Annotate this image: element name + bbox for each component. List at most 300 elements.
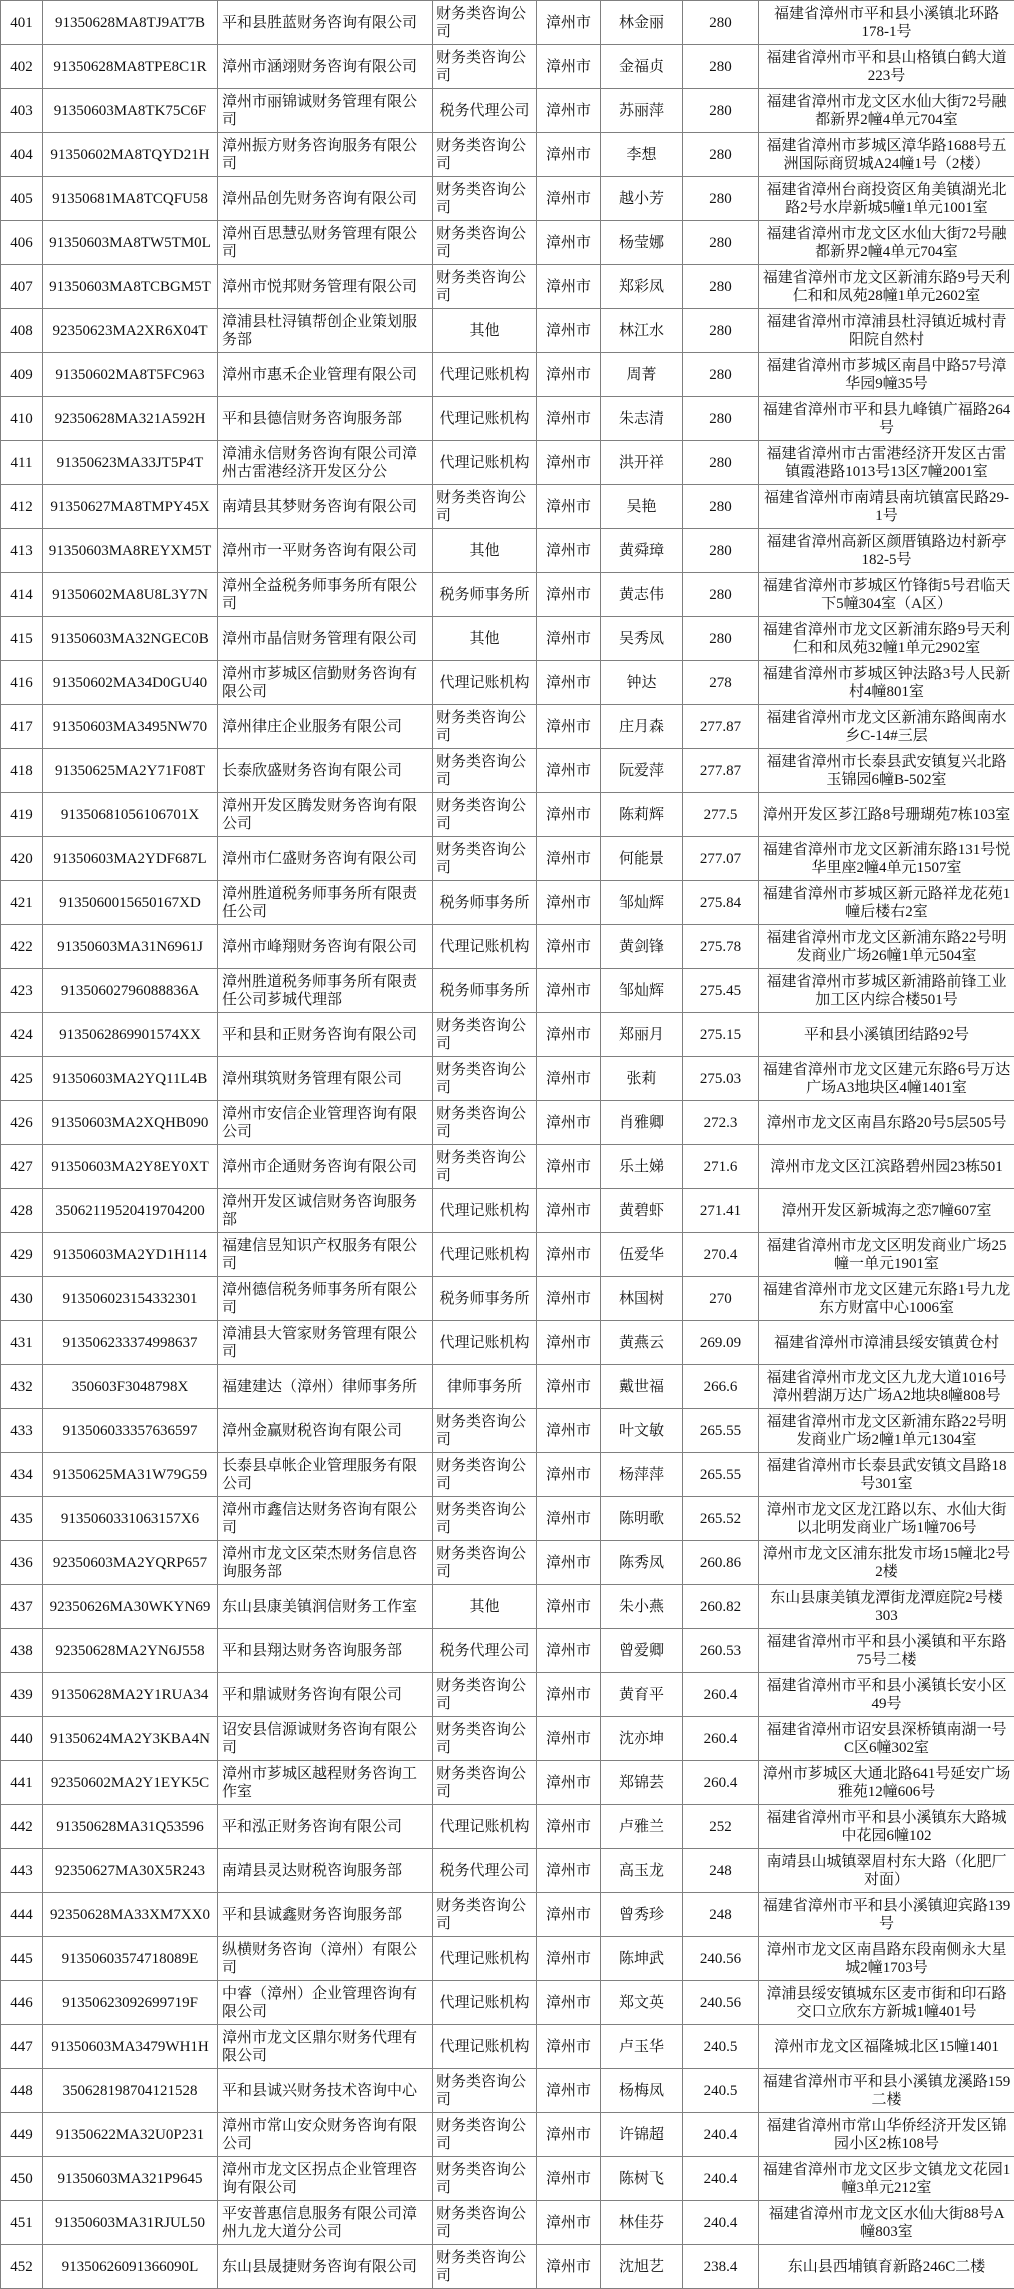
company-name-cell: 平和县德信财务咨询服务部 xyxy=(218,397,433,441)
row-number-cell: 415 xyxy=(1,617,43,661)
category-cell xyxy=(433,397,537,441)
row-number-cell: 434 xyxy=(1,1453,43,1497)
score-cell: 275.84 xyxy=(683,881,759,925)
city-cell: 漳州市 xyxy=(537,353,601,397)
credit-code-cell: 91350626091366090L xyxy=(43,2245,218,2289)
table-row xyxy=(1,1189,1014,1233)
row-number-cell: 437 xyxy=(1,1585,43,1629)
score-cell: 269.09 xyxy=(683,1321,759,1365)
contact-person-cell: 曾爱卿 xyxy=(601,1629,683,1673)
score-cell: 280 xyxy=(683,265,759,309)
credit-code-cell: 92350626MA30WKYN69 xyxy=(43,1585,218,1629)
contact-person-cell: 郑丽月 xyxy=(601,1013,683,1057)
credit-code-cell: 91350625MA2Y71F08T xyxy=(43,749,218,793)
contact-person-cell: 郑文英 xyxy=(601,1981,683,2025)
address-cell: 福建省漳州市龙文区明发商业广场25幢一单元1901室 xyxy=(759,1233,1014,1277)
score-cell: 265.55 xyxy=(683,1409,759,1453)
credit-code-cell: 91350603MA31N6961J xyxy=(43,925,218,969)
row-number-cell: 425 xyxy=(1,1057,43,1101)
credit-code-cell: 91350602796088836A xyxy=(43,969,218,1013)
row-number-cell: 441 xyxy=(1,1761,43,1805)
contact-person-cell: 陈莉辉 xyxy=(601,793,683,837)
category-cell xyxy=(433,221,537,265)
contact-person-cell: 庄月森 xyxy=(601,705,683,749)
city-cell: 漳州市 xyxy=(537,793,601,837)
table-row xyxy=(1,89,1014,133)
category-cell xyxy=(433,441,537,485)
table-row xyxy=(1,1277,1014,1321)
row-number-cell: 424 xyxy=(1,1013,43,1057)
company-name-cell: 漳州市一平财务咨询有限公司 xyxy=(218,529,433,573)
city-cell: 漳州市 xyxy=(537,1761,601,1805)
credit-code-cell: 91350623MA33JT5P4T xyxy=(43,441,218,485)
company-name-cell: 长泰欣盛财务咨询有限公司 xyxy=(218,749,433,793)
contact-person-cell: 李想 xyxy=(601,133,683,177)
credit-code-cell: 91350603MA32NGEC0B xyxy=(43,617,218,661)
score-cell: 248 xyxy=(683,1893,759,1937)
score-cell: 275.45 xyxy=(683,969,759,1013)
row-number-cell: 408 xyxy=(1,309,43,353)
score-cell: 280 xyxy=(683,397,759,441)
city-cell: 漳州市 xyxy=(537,1013,601,1057)
table-row xyxy=(1,837,1014,881)
company-name-cell: 漳州市悦邦财务管理有限公司 xyxy=(218,265,433,309)
address-cell: 福建省漳州市平和县小溪镇迎宾路139号 xyxy=(759,1893,1014,1937)
table-row xyxy=(1,925,1014,969)
address-cell: 福建省漳州市芗城区漳华路1688号五洲国际商贸城A24幢1号（2楼） xyxy=(759,133,1014,177)
company-name-cell: 漳州振方财务咨询服务有限公司 xyxy=(218,133,433,177)
row-number-cell: 410 xyxy=(1,397,43,441)
city-cell: 漳州市 xyxy=(537,397,601,441)
score-cell: 260.86 xyxy=(683,1541,759,1585)
table-row xyxy=(1,793,1014,837)
contact-person-cell: 杨梅凤 xyxy=(601,2069,683,2113)
category-text: 财务类咨询公司 xyxy=(436,797,527,832)
row-number-cell: 413 xyxy=(1,529,43,573)
row-number-cell: 422 xyxy=(1,925,43,969)
company-name-cell: 福建建达（漳州）律师事务所 xyxy=(218,1365,433,1409)
city-cell: 漳州市 xyxy=(537,1101,601,1145)
contact-person-cell: 戴世福 xyxy=(601,1365,683,1409)
address-cell: 漳州市龙文区南昌路东段南侧永大星城2幢1703号 xyxy=(759,1937,1014,1981)
city-cell: 漳州市 xyxy=(537,1145,601,1189)
category-cell xyxy=(433,2025,537,2069)
address-cell: 漳州市龙文区江滨路碧州园23栋501 xyxy=(759,1145,1014,1189)
city-cell: 漳州市 xyxy=(537,177,601,221)
score-cell: 260.4 xyxy=(683,1761,759,1805)
credit-code-cell: 91350681MA8TCQFU58 xyxy=(43,177,218,221)
row-number-cell: 428 xyxy=(1,1189,43,1233)
table-row xyxy=(1,441,1014,485)
table-row xyxy=(1,45,1014,89)
city-cell: 漳州市 xyxy=(537,441,601,485)
credit-code-cell: 91350628MA2Y1RUA34 xyxy=(43,1673,218,1717)
category-cell xyxy=(433,1453,537,1497)
contact-person-cell: 朱志清 xyxy=(601,397,683,441)
table-row xyxy=(1,1365,1014,1409)
category-text: 财务类咨询公司 xyxy=(436,181,527,216)
address-cell: 东山县西埔镇育新路246C二楼 xyxy=(759,2245,1014,2289)
contact-person-cell: 林国树 xyxy=(601,1277,683,1321)
row-number-cell: 403 xyxy=(1,89,43,133)
row-number-cell: 450 xyxy=(1,2157,43,2201)
row-number-cell: 407 xyxy=(1,265,43,309)
address-cell: 福建省漳州市龙文区新浦东路131号悦华里座2幢4单元1507室 xyxy=(759,837,1014,881)
table-row xyxy=(1,1981,1014,2025)
credit-code-cell: 91350603MA2YDF687L xyxy=(43,837,218,881)
category-text: 财务类咨询公司 xyxy=(436,489,527,524)
contact-person-cell: 杨莹娜 xyxy=(601,221,683,265)
credit-code-cell: 350603F3048798X xyxy=(43,1365,218,1409)
company-name-cell: 漳州德信税务师事务所有限公司 xyxy=(218,1277,433,1321)
company-name-cell: 福建信昱知识产权服务有限公司 xyxy=(218,1233,433,1277)
table-row xyxy=(1,1585,1014,1629)
contact-person-cell: 曾秀珍 xyxy=(601,1893,683,1937)
contact-person-cell: 越小芳 xyxy=(601,177,683,221)
category-cell xyxy=(433,1629,537,1673)
city-cell: 漳州市 xyxy=(537,1629,601,1673)
company-name-cell: 漳浦县大管家财务管理有限公司 xyxy=(218,1321,433,1365)
credit-code-cell: 91350622MA32U0P231 xyxy=(43,2113,218,2157)
company-name-cell: 平和县翔达财务咨询服务部 xyxy=(218,1629,433,1673)
address-cell: 福建省漳州市长泰县武安镇复兴北路玉锦园6幢B-502室 xyxy=(759,749,1014,793)
company-name-cell: 漳州市仁盛财务咨询有限公司 xyxy=(218,837,433,881)
row-number-cell: 416 xyxy=(1,661,43,705)
company-name-cell: 纵横财务咨询（漳州）有限公司 xyxy=(218,1937,433,1981)
address-cell: 福建省漳州市漳浦县绥安镇黄仓村 xyxy=(759,1321,1014,1365)
row-number-cell: 451 xyxy=(1,2201,43,2245)
category-text: 代理记账机构 xyxy=(439,410,530,427)
category-cell xyxy=(433,1937,537,1981)
address-cell: 漳州市龙文区龙江路以东、水仙大街以北明发商业广场1幢706号 xyxy=(759,1497,1014,1541)
category-text: 其他 xyxy=(469,1598,500,1615)
row-number-cell: 435 xyxy=(1,1497,43,1541)
score-cell: 260.4 xyxy=(683,1673,759,1717)
address-cell: 福建省漳州市龙文区水仙大街72号融都新界2幢4单元704室 xyxy=(759,89,1014,133)
credit-code-cell: 91350602MA8T5FC963 xyxy=(43,353,218,397)
address-cell: 福建省漳州市南靖县南坑镇富民路29-1号 xyxy=(759,485,1014,529)
address-cell: 福建省漳州市龙文区九龙大道1016号漳州碧湖万达广场A2地块8幢808号 xyxy=(759,1365,1014,1409)
table-row xyxy=(1,1629,1014,1673)
contact-person-cell: 金福贞 xyxy=(601,45,683,89)
row-number-cell: 443 xyxy=(1,1849,43,1893)
table-row xyxy=(1,1849,1014,1893)
city-cell: 漳州市 xyxy=(537,2069,601,2113)
category-cell xyxy=(433,1717,537,1761)
company-name-cell: 漳州胜道税务师事务所有限责任公司 xyxy=(218,881,433,925)
city-cell: 漳州市 xyxy=(537,221,601,265)
category-cell xyxy=(433,1849,537,1893)
row-number-cell: 429 xyxy=(1,1233,43,1277)
category-cell xyxy=(433,1189,537,1233)
row-number-cell: 419 xyxy=(1,793,43,837)
category-cell xyxy=(433,1409,537,1453)
address-cell: 福建省漳州市长泰县武安镇文昌路18号301室 xyxy=(759,1453,1014,1497)
credit-code-cell: 91350681056106701X xyxy=(43,793,218,837)
credit-code-cell: 91350628MA8TJ9AT7B xyxy=(43,1,218,45)
address-cell: 福建省漳州市芗城区南昌中路57号漳华园9幢35号 xyxy=(759,353,1014,397)
category-text: 代理记账机构 xyxy=(439,674,530,691)
category-text: 代理记账机构 xyxy=(439,454,530,471)
credit-code-cell: 91350603MA2YD1H114 xyxy=(43,1233,218,1277)
city-cell: 漳州市 xyxy=(537,749,601,793)
category-text: 财务类咨询公司 xyxy=(436,1149,527,1184)
city-cell: 漳州市 xyxy=(537,2201,601,2245)
contact-person-cell: 沈亦坤 xyxy=(601,1717,683,1761)
contact-person-cell: 何能景 xyxy=(601,837,683,881)
credit-code-cell: 92350627MA30X5R243 xyxy=(43,1849,218,1893)
company-name-cell: 漳州全益税务师事务所有限公司 xyxy=(218,573,433,617)
score-cell: 260.53 xyxy=(683,1629,759,1673)
credit-code-cell: 91350603MA8TW5TM0L xyxy=(43,221,218,265)
contact-person-cell: 肖雅卿 xyxy=(601,1101,683,1145)
credit-code-cell: 91350627MA8TMPY45X xyxy=(43,485,218,529)
address-cell: 福建省漳州市龙文区水仙大街72号融都新界2幢4单元704室 xyxy=(759,221,1014,265)
credit-code-cell: 91350602MA8TQYD21H xyxy=(43,133,218,177)
row-number-cell: 421 xyxy=(1,881,43,925)
credit-code-cell: 92350628MA321A592H xyxy=(43,397,218,441)
credit-code-cell: 91350603MA2XQHB090 xyxy=(43,1101,218,1145)
credit-code-cell: 91350603574718089E xyxy=(43,1937,218,1981)
category-text: 代理记账机构 xyxy=(439,1994,530,2011)
table-row xyxy=(1,1937,1014,1981)
category-cell xyxy=(433,1277,537,1321)
contact-person-cell: 卢玉华 xyxy=(601,2025,683,2069)
category-text: 代理记账机构 xyxy=(439,1818,530,1835)
row-number-cell: 430 xyxy=(1,1277,43,1321)
address-cell: 福建省漳州市龙文区新浦东路9号天利仁和和凤苑28幢1单元2602室 xyxy=(759,265,1014,309)
address-cell: 南靖县山城镇翠眉村东大路（化肥厂对面） xyxy=(759,1849,1014,1893)
company-name-cell: 漳州律庄企业服务有限公司 xyxy=(218,705,433,749)
contact-person-cell: 黄舜璋 xyxy=(601,529,683,573)
company-name-cell: 诏安县信源诚财务咨询有限公司 xyxy=(218,1717,433,1761)
address-cell: 福建省漳州市龙文区步文镇龙文花园1幢3单元212室 xyxy=(759,2157,1014,2201)
company-name-cell: 长泰县卓帐企业管理服务有限公司 xyxy=(218,1453,433,1497)
city-cell: 漳州市 xyxy=(537,2113,601,2157)
city-cell: 漳州市 xyxy=(537,2157,601,2201)
table-row xyxy=(1,749,1014,793)
category-cell xyxy=(433,1321,537,1365)
score-cell: 275.15 xyxy=(683,1013,759,1057)
address-cell: 福建省漳州市芗城区钟法路3号人民新村4幢801室 xyxy=(759,661,1014,705)
row-number-cell: 426 xyxy=(1,1101,43,1145)
table-row xyxy=(1,2245,1014,2289)
table-row xyxy=(1,881,1014,925)
table-row xyxy=(1,1101,1014,1145)
city-cell: 漳州市 xyxy=(537,45,601,89)
address-cell: 福建省漳州市龙文区新浦东路9号天利仁和和凤苑32幢1单元2902室 xyxy=(759,617,1014,661)
credit-code-cell: 9135060331063157X6 xyxy=(43,1497,218,1541)
row-number-cell: 409 xyxy=(1,353,43,397)
score-cell: 280 xyxy=(683,309,759,353)
city-cell: 漳州市 xyxy=(537,1497,601,1541)
contact-person-cell: 高玉龙 xyxy=(601,1849,683,1893)
table-row xyxy=(1,1321,1014,1365)
score-cell: 280 xyxy=(683,133,759,177)
category-cell xyxy=(433,2069,537,2113)
address-cell: 福建省漳州市常山华侨经济开发区锦园小区2栋108号 xyxy=(759,2113,1014,2157)
category-text: 财务类咨询公司 xyxy=(436,1677,527,1712)
address-cell: 福建省漳州市龙文区建元东路1号九龙东方财富中心1006室 xyxy=(759,1277,1014,1321)
score-cell: 240.4 xyxy=(683,2113,759,2157)
city-cell: 漳州市 xyxy=(537,705,601,749)
row-number-cell: 417 xyxy=(1,705,43,749)
category-text: 税务师事务所 xyxy=(439,586,530,603)
table-row xyxy=(1,177,1014,221)
city-cell: 漳州市 xyxy=(537,573,601,617)
row-number-cell: 406 xyxy=(1,221,43,265)
category-text: 财务类咨询公司 xyxy=(436,2205,527,2240)
city-cell: 漳州市 xyxy=(537,2025,601,2069)
row-number-cell: 445 xyxy=(1,1937,43,1981)
category-text: 税务师事务所 xyxy=(439,1290,530,1307)
credit-code-cell: 92350628MA2YN6J558 xyxy=(43,1629,218,1673)
category-cell xyxy=(433,1805,537,1849)
category-text: 财务类咨询公司 xyxy=(436,709,527,744)
address-cell: 漳州市芗城区大通北路641号延安广场雅苑12幢606号 xyxy=(759,1761,1014,1805)
row-number-cell: 431 xyxy=(1,1321,43,1365)
row-number-cell: 402 xyxy=(1,45,43,89)
score-cell: 280 xyxy=(683,1,759,45)
row-number-cell: 433 xyxy=(1,1409,43,1453)
category-text: 财务类咨询公司 xyxy=(436,1413,527,1448)
company-name-cell: 漳州市惠禾企业管理有限公司 xyxy=(218,353,433,397)
contact-person-cell: 邹灿辉 xyxy=(601,969,683,1013)
category-cell xyxy=(433,89,537,133)
row-number-cell: 447 xyxy=(1,2025,43,2069)
score-cell: 238.4 xyxy=(683,2245,759,2289)
city-cell: 漳州市 xyxy=(537,617,601,661)
row-number-cell: 423 xyxy=(1,969,43,1013)
score-cell: 265.55 xyxy=(683,1453,759,1497)
table-row xyxy=(1,1893,1014,1937)
category-text: 财务类咨询公司 xyxy=(436,2249,527,2284)
score-cell: 280 xyxy=(683,221,759,265)
score-cell: 277.5 xyxy=(683,793,759,837)
company-name-cell: 漳州市常山安众财务咨询有限公司 xyxy=(218,2113,433,2157)
city-cell: 漳州市 xyxy=(537,1717,601,1761)
company-name-cell: 平安普惠信息服务有限公司漳州九龙大道分公司 xyxy=(218,2201,433,2245)
credit-code-cell: 91350603MA8TK75C6F xyxy=(43,89,218,133)
city-cell: 漳州市 xyxy=(537,1541,601,1585)
table-row xyxy=(1,1541,1014,1585)
category-cell xyxy=(433,661,537,705)
contact-person-cell: 杨萍萍 xyxy=(601,1453,683,1497)
score-cell: 240.5 xyxy=(683,2069,759,2113)
row-number-cell: 404 xyxy=(1,133,43,177)
contact-person-cell: 黄育平 xyxy=(601,1673,683,1717)
city-cell: 漳州市 xyxy=(537,1849,601,1893)
table-row xyxy=(1,573,1014,617)
city-cell: 漳州市 xyxy=(537,89,601,133)
contact-person-cell: 阮爱萍 xyxy=(601,749,683,793)
table-row xyxy=(1,1673,1014,1717)
address-cell: 漳州市龙文区南昌东路20号5层505号 xyxy=(759,1101,1014,1145)
credit-code-cell: 91350603MA3495NW70 xyxy=(43,705,218,749)
credit-code-cell: 91350602MA34D0GU40 xyxy=(43,661,218,705)
category-cell xyxy=(433,793,537,837)
category-text: 其他 xyxy=(469,542,500,559)
contact-person-cell: 伍爱华 xyxy=(601,1233,683,1277)
table-row xyxy=(1,1,1014,45)
credit-code-cell: 913506023154332301 xyxy=(43,1277,218,1321)
score-cell: 240.4 xyxy=(683,2157,759,2201)
contact-person-cell: 黄志伟 xyxy=(601,573,683,617)
company-name-cell: 东山县康美镇润信财务工作室 xyxy=(218,1585,433,1629)
address-cell: 福建省漳州市芗城区竹锋街5号君临天下5幢304室（A区） xyxy=(759,573,1014,617)
contact-person-cell: 林佳芬 xyxy=(601,2201,683,2245)
address-cell: 漳州开发区芗江路8号珊瑚苑7栋103室 xyxy=(759,793,1014,837)
table-row xyxy=(1,1453,1014,1497)
row-number-cell: 440 xyxy=(1,1717,43,1761)
credit-code-cell: 92350623MA2XR6X04T xyxy=(43,309,218,353)
credit-code-cell: 9135060015650167XD xyxy=(43,881,218,925)
city-cell: 漳州市 xyxy=(537,1365,601,1409)
score-cell: 240.4 xyxy=(683,2201,759,2245)
table-row xyxy=(1,969,1014,1013)
contact-person-cell: 洪开祥 xyxy=(601,441,683,485)
contact-person-cell: 陈秀凤 xyxy=(601,1541,683,1585)
contact-person-cell: 郑锦芸 xyxy=(601,1761,683,1805)
contact-person-cell: 黄碧虾 xyxy=(601,1189,683,1233)
credit-code-cell: 91350603MA321P9645 xyxy=(43,2157,218,2201)
category-text: 财务类咨询公司 xyxy=(436,1061,527,1096)
company-name-cell: 漳州市龙文区鼎尔财务代理有限公司 xyxy=(218,2025,433,2069)
category-text: 财务类咨询公司 xyxy=(436,1897,527,1932)
credit-code-cell: 350628198704121528 xyxy=(43,2069,218,2113)
category-text: 税务师事务所 xyxy=(439,982,530,999)
category-cell xyxy=(433,1893,537,1937)
category-cell xyxy=(433,617,537,661)
company-name-cell: 漳州市龙文区荣杰财务信息咨询服务部 xyxy=(218,1541,433,1585)
company-name-cell: 漳州市晶信财务管理有限公司 xyxy=(218,617,433,661)
contact-person-cell: 许锦超 xyxy=(601,2113,683,2157)
table-row xyxy=(1,1145,1014,1189)
city-cell: 漳州市 xyxy=(537,1585,601,1629)
city-cell: 漳州市 xyxy=(537,485,601,529)
contact-person-cell: 叶文敏 xyxy=(601,1409,683,1453)
score-cell: 280 xyxy=(683,485,759,529)
score-cell: 271.41 xyxy=(683,1189,759,1233)
credit-code-cell: 91350603MA2Y8EY0XT xyxy=(43,1145,218,1189)
city-cell: 漳州市 xyxy=(537,1981,601,2025)
category-cell xyxy=(433,529,537,573)
company-name-cell: 漳州市龙文区拐点企业管理咨询有限公司 xyxy=(218,2157,433,2201)
credit-code-cell: 91350602MA8U8L3Y7N xyxy=(43,573,218,617)
score-cell: 240.5 xyxy=(683,2025,759,2069)
category-text: 财务类咨询公司 xyxy=(436,1017,527,1052)
score-cell: 260.4 xyxy=(683,1717,759,1761)
category-text: 税务代理公司 xyxy=(439,1642,530,1659)
category-cell xyxy=(433,1013,537,1057)
address-cell: 福建省漳州市龙文区新浦东路22号明发商业广场2幢1单元1304室 xyxy=(759,1409,1014,1453)
contact-person-cell: 周菁 xyxy=(601,353,683,397)
contact-person-cell: 沈旭艺 xyxy=(601,2245,683,2289)
contact-person-cell: 朱小燕 xyxy=(601,1585,683,1629)
company-name-cell: 南靖县灵达财税咨询服务部 xyxy=(218,1849,433,1893)
category-cell xyxy=(433,1673,537,1717)
contact-person-cell: 陈坤武 xyxy=(601,1937,683,1981)
category-text: 代理记账机构 xyxy=(439,366,530,383)
category-text: 财务类咨询公司 xyxy=(436,137,527,172)
table-row xyxy=(1,2157,1014,2201)
category-cell xyxy=(433,573,537,617)
city-cell: 漳州市 xyxy=(537,265,601,309)
address-cell: 福建省漳州市龙文区建元东路6号万达广场A3地块区4幢1401室 xyxy=(759,1057,1014,1101)
category-cell xyxy=(433,1365,537,1409)
category-text: 其他 xyxy=(469,322,500,339)
score-cell: 277.07 xyxy=(683,837,759,881)
